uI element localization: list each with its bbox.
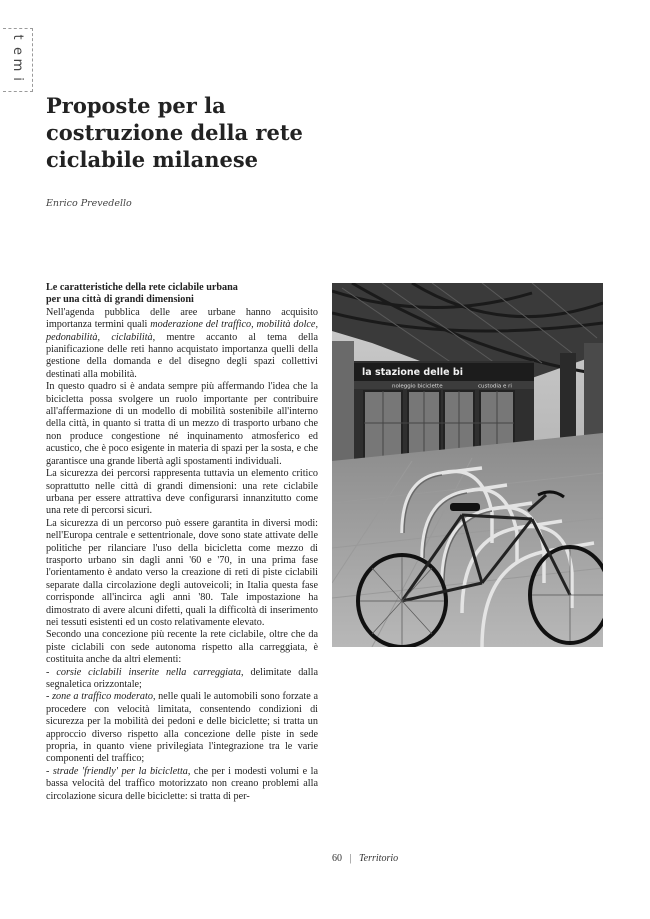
bike-station-photo xyxy=(332,283,603,647)
section-heading-line: per una città di grandi dimensioni xyxy=(46,294,194,306)
page-footer xyxy=(332,853,398,864)
article-body xyxy=(46,282,318,803)
paragraph: La sicurezza dei percorsi rappresenta tuttavia un elemento critico soprattutto nelle città di grandi dimensioni: una rete ciclabile urbana per essere attrattiva deve configurarsi innanzitutto come una rete di percorsi sicuri. xyxy=(46,468,318,517)
section-tab-letters xyxy=(6,30,28,86)
section-heading xyxy=(46,282,318,307)
page-number: 60 xyxy=(332,853,342,864)
section-tab-letter: i xyxy=(10,77,25,81)
magazine-name: Territorio xyxy=(359,853,399,864)
paragraph: La sicurezza di un percorso può essere garantita in diversi modi: nell'Europa centrale e settentrionale, dove sono state attivate delle politiche per rilanciare l'uso della bicicletta come mezzo di trasporto urbano sin dagli anni '60 e '70, in una prima fase l'orientamento è andato verso la creazione di reti di piste ciclabili separate dalla circolazione degli autoveicoli; in Italia questa fase corrisponde all'incirca agli anni '80. Tale impostazione ha dimostrato di avere alcuni difetti, quali la difficoltà di inserimento nei tessuti esistenti ed un costo relativamente elevato. xyxy=(46,517,318,628)
paragraph: Secondo una concezione più recente la rete ciclabile, oltre che da piste ciclabili con sede autonoma rispetto alla carreggiata, è costituita anche da altri elementi: xyxy=(46,629,318,666)
article-title: Proposte per la costruzione della rete ciclabile milanese xyxy=(46,93,303,172)
section-tab-letter: t xyxy=(10,34,25,40)
paragraph: In questo quadro si è andata sempre più affermando l'idea che la bicicletta possa svolgere un ruolo importante per contribuire all'affermazione di un modello di mobilità sostenibile all'interno della città, in quanto si tratta di un mezzo di trasporto urbano che non produce congestione né inquinamento atmosferico ed acustico, che è poco esigente in materia di spazi per la sosta, e che garantisce una grande libertà agli spostamenti individuali. xyxy=(46,381,318,467)
article-author: Enrico Prevedello xyxy=(46,198,132,209)
list-item: - strade 'friendly' per la bicicletta, che per i modesti volumi e la bassa velocità del traffico motorizzato non creano problemi alla circolazione sicura delle biciclette: si tratta di per- xyxy=(46,765,318,802)
list-item: - zone a traffico moderato, nelle quali le automobili sono forzate a procedere con velocità limitata, consentendo condizioni di sicurezza per la mobilità dei pedoni e delle biciclette; si tratta un approccio diverso rispetto alla concezione delle piste in sede propria, in quanto viene privilegiata l'integrazione tra le varie componenti del traffico; xyxy=(46,691,318,765)
storage-sign: custodia e ri xyxy=(478,383,512,390)
section-tab-letter: m xyxy=(10,58,25,72)
footer-separator: | xyxy=(349,853,352,864)
section-tab-letter: e xyxy=(10,47,25,55)
section-heading-line: Le caratteristiche della rete ciclabile urbana xyxy=(46,282,238,293)
rental-sign: noleggio biciclette xyxy=(392,383,443,390)
station-sign: la stazione delle bi xyxy=(362,367,463,378)
list-item: - corsie ciclabili inserite nella carreggiata, delimitate dalla segnaletica orizzontale; xyxy=(46,666,318,690)
paragraph: Nell'agenda pubblica delle aree urbane hanno acquisito importanza termini quali moderazione del traffico, mobilità dolce, pedonabilità, ciclabilità, mentre accanto al tema della pianificazione delle reti hanno acquistato importanza quelli della gestione della domanda e del disegno degli spazi collettivi destinati alla mobilità. xyxy=(46,306,319,380)
